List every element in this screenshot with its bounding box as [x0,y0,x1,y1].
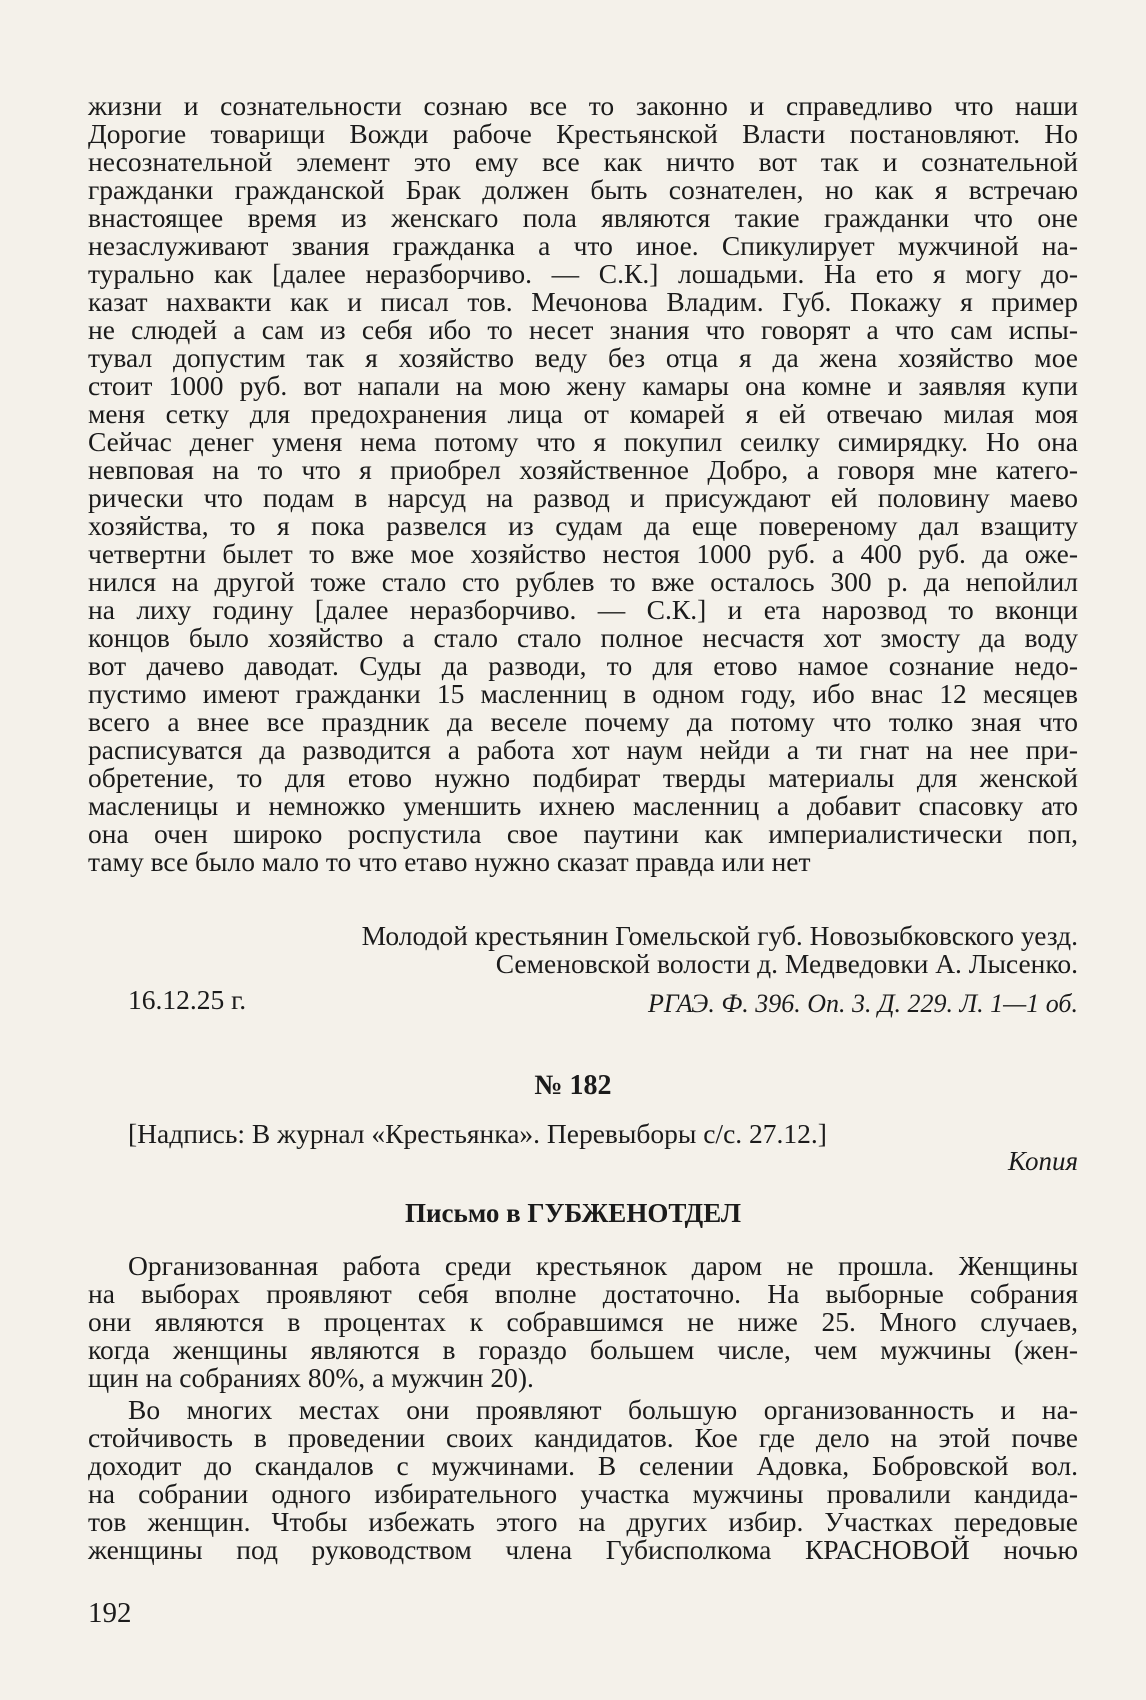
text-line: Во многих местах они проявляют большую организованность и на- [128,1394,1078,1425]
text-line: тувал допустим так я хозяйство веду без отца я да жена хозяйство мое [88,342,1078,373]
document-number: № 182 [534,1070,612,1101]
text-line: когда женщины являются в гораздо большем числе, чем мужчины (жен- [88,1334,1078,1365]
text-line: не слюдей а сам из себя ибо то несет знания что говорят а что сам испы- [88,314,1078,345]
text-line: Сейчас денег уменя нема потому что я покупил сеилку симирядку. Но она [88,426,1078,457]
text-line: доходит до скандалов с мужчинами. В селении Адовка, Бобровской вол. [88,1450,1078,1481]
text-line: концов было хозяйство а стало стало полное несчастя хот змосту да воду [88,622,1078,653]
text-line: обретение, то для етово нужно подбират тверды материалы для женской [88,762,1078,793]
text-line: Дорогие товарищи Вожди рабоче Крестьянской Власти постановляют. Но [88,118,1078,149]
text-line: пустимо имеют гражданки 15 масленниц в одном году, ибо внас 12 месяцев [88,678,1078,709]
text-line: нился на другой тоже стало сто рублев то вже осталось 300 р. да непойлил [88,566,1078,597]
text-line: меня сетку для предохранения лица от комарей я ей отвечаю милая моя [88,398,1078,429]
text-line: на выборах проявляют себя вполне достаточно. На выборные собрания [88,1278,1078,1309]
text-line: щин на собраниях 80%, а мужчин 20). [88,1362,534,1393]
inscription-note: [Надпись: В журнал «Крестьянка». Перевыборы с/с. 27.12.] [128,1118,827,1149]
document-date: 16.12.25 г. [128,984,247,1015]
letter-paragraph-2 [88,1396,1078,1564]
text-line: вот дачево даводат. Суды да разводи, то для етово намое сознание недо- [88,650,1078,681]
text-line: хозяйства, то я пока развелся из судам да еще повереному дал взащиту [88,510,1078,541]
text-line: казат нахвакти как и писал тов. Мечонова Владим. Губ. Покажу я пример [88,286,1078,317]
text-line: невповая на то что я приобрел хозяйственное Добро, а говоря мне катего- [88,454,1078,485]
archive-reference: РГАЭ. Ф. 396. Оп. 3. Д. 229. Л. 1—1 об. [647,989,1078,1018]
text-line: масленицы и немножко уменшить ихнею масленниц а добавит спасовку ато [88,790,1078,821]
text-line: тов женщин. Чтобы избежать этого на других избир. Участках передовые [88,1506,1078,1537]
text-line: четвертни былет то вже мое хозяйство нестоя 1000 руб. а 400 руб. да оже- [88,538,1078,569]
text-line: на лиху годину [далее неразборчиво. — С.К.] и ета нарозвод то вконци [88,594,1078,625]
text-line: жизни и сознательности сознаю все то законно и справедливо что наши [88,90,1078,121]
text-line: всего а внее все праздник да веселе почему да потому что толко зная что [88,706,1078,737]
letter-paragraph-1 [88,1252,1078,1392]
text-line: внастоящее время из женскаго пола являются такие гражданки что оне [88,202,1078,233]
text-line: турально как [далее неразборчиво. — С.К.] лошадьми. На ето я могу до- [88,258,1078,289]
letter-title: Письмо в ГУБЖЕНОТДЕЛ [405,1198,741,1228]
text-line: расписуватся да разводится а работа хот наум нейди а ти гнат на нее при- [88,734,1078,765]
signature-line: Семеновской волости д. Медведовки А. Лысенко. [495,948,1078,979]
text-line: стойчивость в проведении своих кандидатов. Кое где дело на этой почве [88,1422,1078,1453]
text-line: стоит 1000 руб. вот напали на мою жену камары она комне и заявляя купи [88,370,1078,401]
text-line: таму все было мало то что етаво нужно сказат правда или нет [88,846,811,877]
text-line: на собрании одного избирательного участка мужчины провалили кандида- [88,1478,1078,1509]
signature-block [178,922,1078,978]
text-line: незаслуживают звания гражданка а что иное. Спикулирует мужчиной на- [88,230,1078,261]
text-line: рически что подам в нарсуд на развод и присуждают ей половину маево [88,482,1078,513]
text-line: она очен широко роспустила свое паутини как империалистически поп, [88,818,1078,849]
text-line: женщины под руководством члена Губисполкома КРАСНОВОЙ ночью [88,1534,1078,1565]
text-line: Организованная работа среди крестьянок даром не прошла. Женщины [128,1250,1078,1281]
signature-line: Молодой крестьянин Гомельской губ. Новозыбковского уезд. [361,920,1078,951]
text-line: гражданки гражданской Брак должен быть сознателен, но как я встречаю [88,174,1078,205]
text-line: несознательной элемент это ему все как ничто вот так и сознательной [88,146,1078,177]
copy-label: Копия [1008,1146,1078,1176]
main-paragraph [88,92,1078,876]
page-number: 192 [88,1597,132,1629]
text-line: они являются в процентах к собравшимся не ниже 25. Много случаев, [88,1306,1078,1337]
